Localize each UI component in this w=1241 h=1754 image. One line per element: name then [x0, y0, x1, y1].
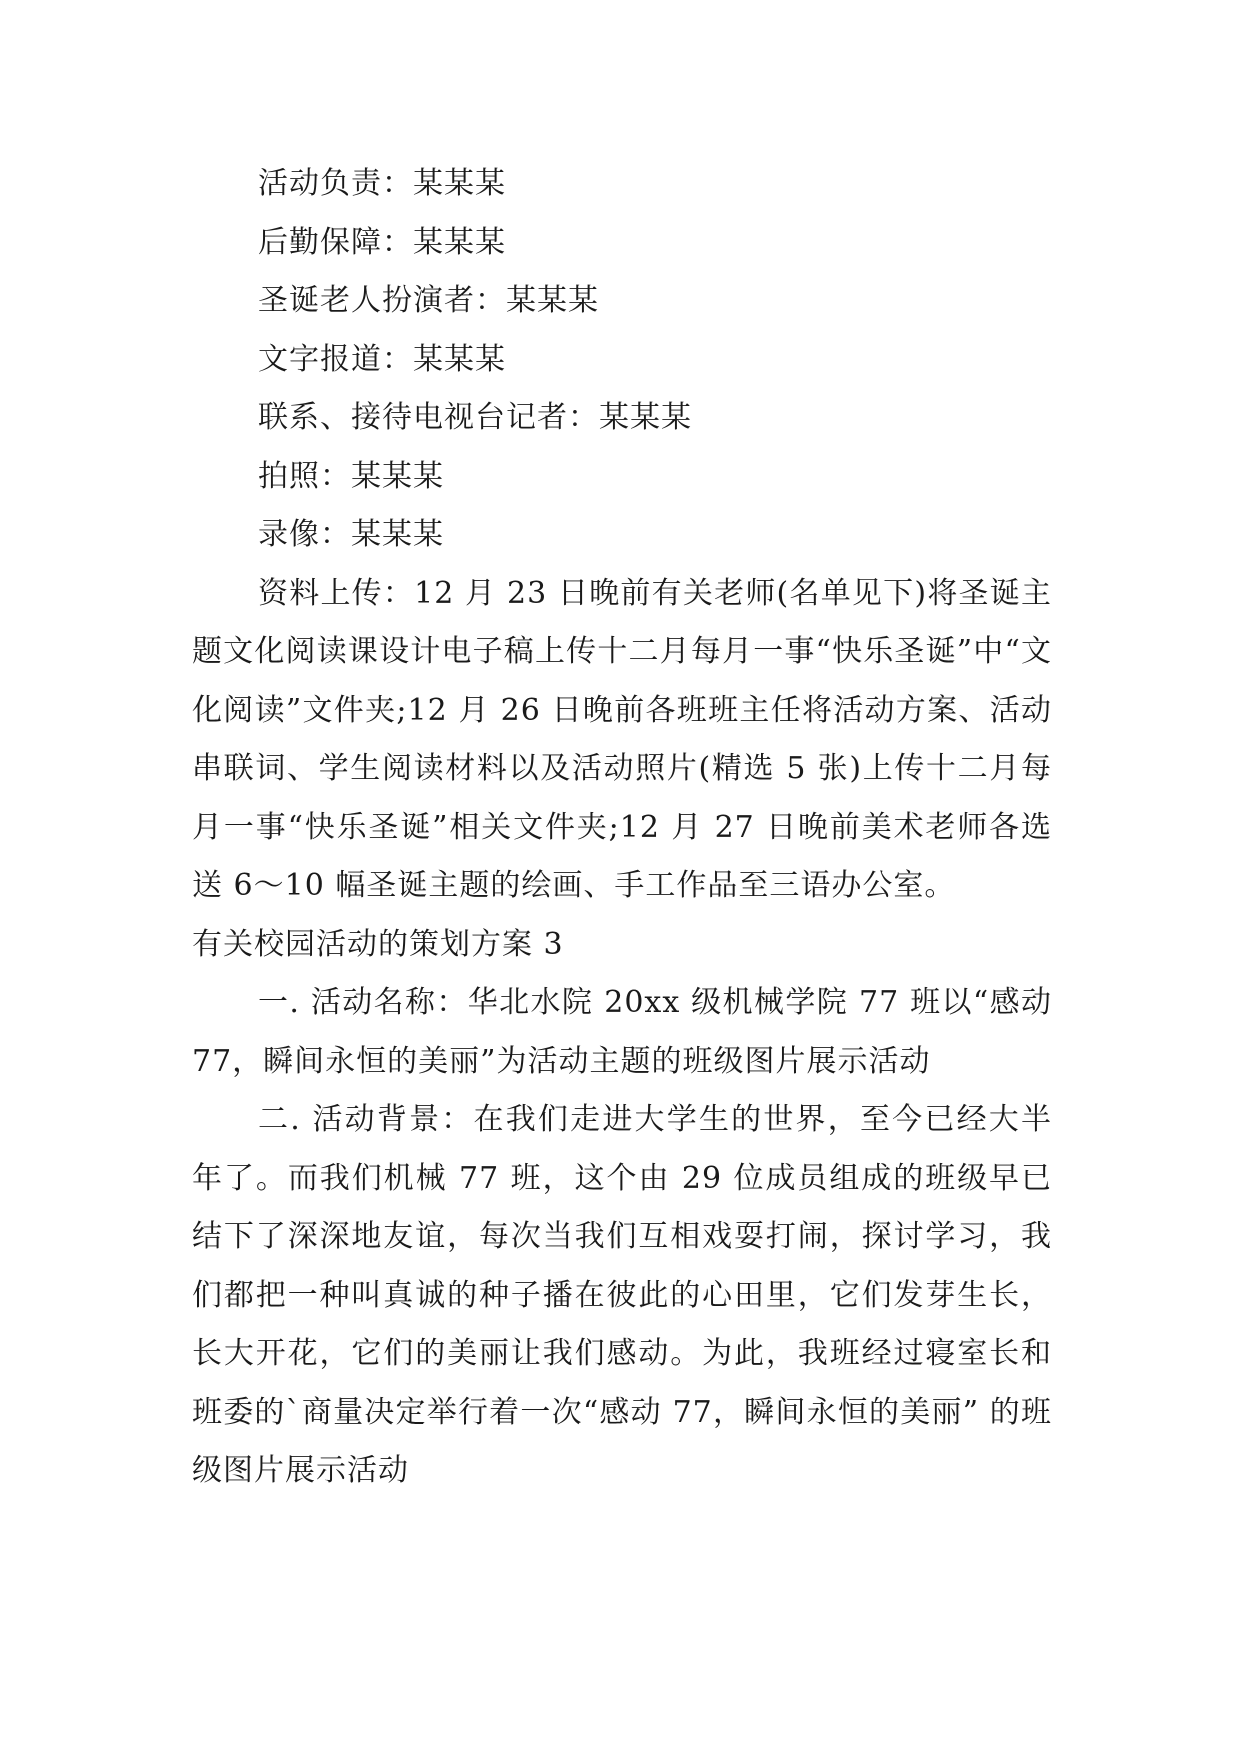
staff-line-logistics: 后勤保障：某某某	[258, 224, 506, 260]
activity-name-paragraph: 一. 活动名称：华北水院 20xx 级机械学院 77 班以“感动 77，瞬间永恒的美丽”为活动主题的班级图片展示活动	[192, 985, 1052, 1079]
section-title: 有关校园活动的策划方案 3	[192, 926, 564, 962]
staff-line-video: 录像：某某某	[258, 517, 444, 552]
staff-line-lead: 活动负责：某某某	[258, 166, 506, 201]
staff-line-tv-contact: 联系、接待电视台记者：某某某	[258, 400, 692, 435]
staff-line-report: 文字报道：某某某	[258, 341, 506, 377]
upload-paragraph: 资料上传：12 月 23 日晚前有关老师(名单见下)将圣诞主题文化阅读课设计电子稿上传十二月每月一事“快乐圣诞”中“文化阅读”文件夹;12 月 26 日晚前各班班主任将活动方案、活动串联词、学生阅读材料以及活动照片(精选 5 张)上传十二月每月一事“快乐圣诞”相关文件夹;12 月 27 日晚前美术老师各选送 6～10 幅圣诞主题的绘画、手工作品至三语办公室。	[192, 575, 1052, 903]
document-page	[192, 155, 1052, 1501]
staff-line-photo: 拍照：某某某	[258, 458, 444, 494]
activity-background-paragraph: 二. 活动背景：在我们走进大学生的世界，至今已经大半年了。而我们机械 77 班，这个由 29 位成员组成的班级早已结下了深深地友谊，每次当我们互相戏耍打闹，探讨学习，我们都把一种叫真诚的种子播在彼此的心田里，它们发芽生长，长大开花，它们的美丽让我们感动。为此，我班经过寝室长和班委的`商量决定举行着一次“感动 77，瞬间永恒的美丽” 的班级图片展示活动	[192, 1102, 1052, 1488]
staff-line-santa: 圣诞老人扮演者：某某某	[258, 283, 599, 318]
